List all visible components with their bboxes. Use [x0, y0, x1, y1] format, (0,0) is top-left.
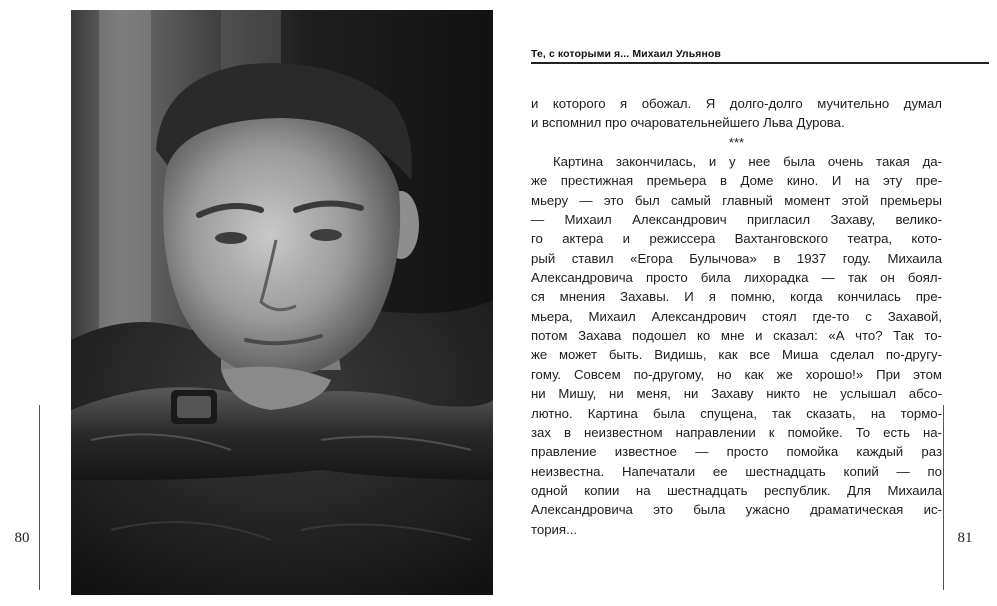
text-line: — Михаил Александрович пригласил Захаву, велико- [531, 212, 942, 228]
portrait-photo [71, 10, 493, 595]
text-line: одной копии на шестнадцать республик. Для Михаила [531, 482, 942, 498]
right-margin-rule [943, 405, 944, 590]
left-margin-rule [39, 405, 40, 590]
text-line: неизвестна. Напечатали ее шестнадцать копий — по [531, 463, 942, 479]
text-line: правление известное — просто помойка каждый раз [531, 444, 942, 460]
page-number-right: 81 [957, 530, 973, 546]
text-line: мьера, Михаил Александрович стоял где-то с Захавой, [531, 308, 942, 324]
text-line: лютно. Картина была спущена, так сказать, на тормо- [531, 405, 942, 421]
text-line: и которого я обожал. Я долго-долго мучительно думал [531, 96, 942, 111]
text-line: Александровича просто била лихорадка — так он боял- [531, 270, 942, 286]
text-line: и вспомнил про очаровательнейшего Льва Дурова. [531, 115, 845, 131]
text-line: же может быть. Видишь, как все Миша сделал по-другу- [531, 347, 942, 363]
text-line: Александровича это была ужасно драматическая ис- [531, 502, 942, 518]
text-line: ни Мишу, ни меня, ни Захаву никто не услышал абсо- [531, 386, 942, 402]
section-separator: *** [728, 134, 745, 150]
text-line: потом Захава подошел ко мне и сказал: «А что? Так то- [531, 328, 942, 344]
text-line: зах в неизвестном направлении к помойке. То есть на- [531, 424, 942, 440]
text-line: тория... [531, 521, 578, 537]
text-line: рый ставил «Егора Булычова» в 1937 году. Михаила [531, 250, 942, 266]
page-number-left: 80 [14, 530, 30, 546]
text-line: го актера и режиссера Вахтанговского театра, кото- [531, 231, 942, 247]
text-line: гому. Совсем по-другому, но как же хорошо!» При этом [531, 366, 942, 382]
text-line: Картина закончилась, и у нее была очень такая да- [553, 154, 942, 170]
text-line: ся мнения Захавы. И я помню, когда кончилась пре- [531, 289, 942, 305]
running-header: Те, с которыми я... Михаил Ульянов [531, 48, 721, 60]
header-rule [531, 62, 989, 64]
text-line: мьеру — это был самый главный момент этой премьеры [531, 192, 942, 208]
text-line: же престижная премьера в Доме кино. И на эту пре- [531, 173, 942, 189]
body-text [531, 94, 942, 539]
